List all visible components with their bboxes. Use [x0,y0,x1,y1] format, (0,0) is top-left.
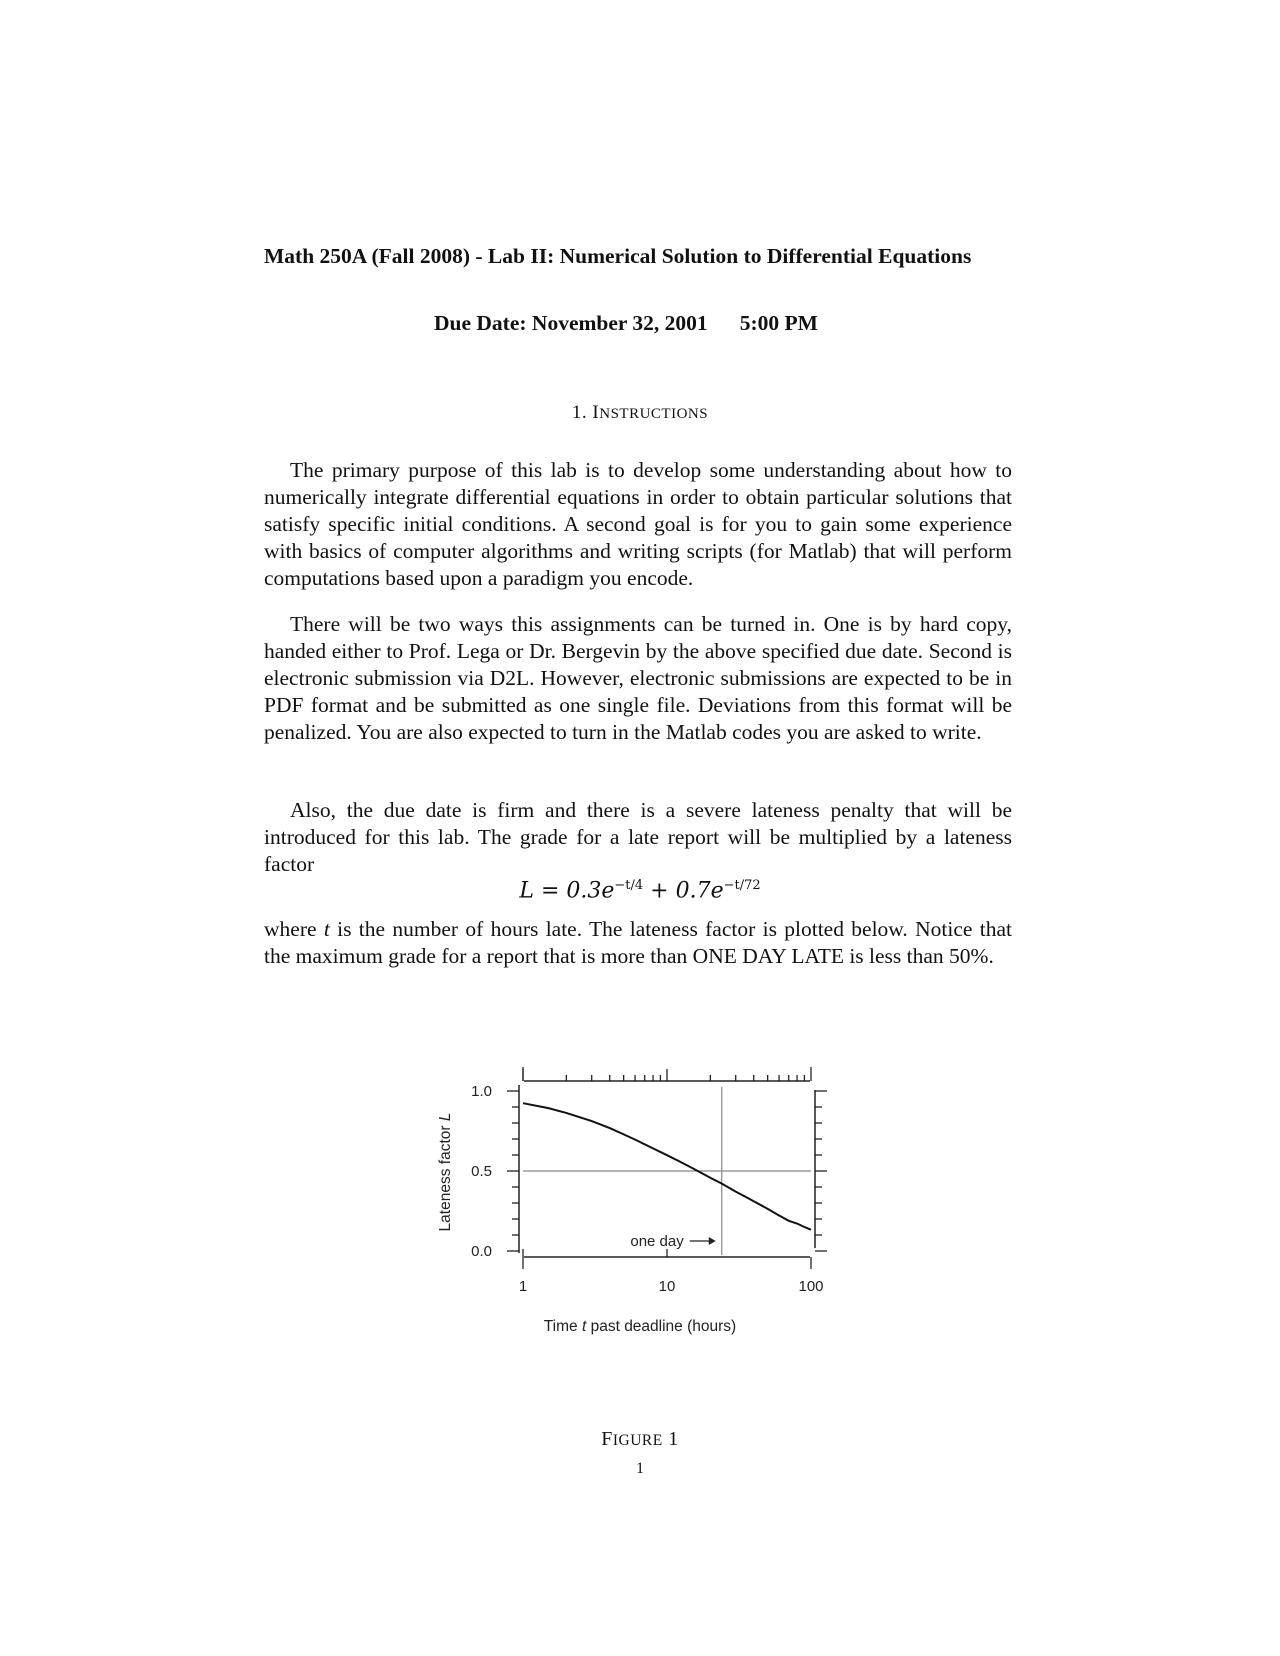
equation-lhs: L = 0.3e [519,878,615,904]
variable-t: t [323,917,330,941]
figure-number: 1 [668,1428,679,1450]
paragraph-text-start: where [264,917,324,941]
x-tick-labels [519,1278,824,1295]
y-tick-labels [471,1083,492,1260]
lateness-curve [523,1103,811,1230]
page-number: 1 [636,1460,644,1477]
document-title: Math 250A (Fall 2008) - Lab II: Numerical Solution to Differential Equations [264,244,972,268]
paragraph-text: The primary purpose of this lab is to develop some understanding about how to numerically integrate differential equations in order to obtain particular solutions that satisfy specific initial conditions. A second goal is for you to gain some experience with basics of computer algorithms and writing scripts (for Matlab) that will perform computations based upon a paradigm you encode. [264,458,1012,590]
equation-exponent-2: −t/72 [723,878,761,893]
x-axis-label [544,1318,736,1335]
y-tick-label: 1.0 [471,1083,492,1100]
paragraph-lateness [264,797,1012,878]
figure-label-rest: IGURE [612,1432,663,1449]
y-tick-label: 0.5 [471,1163,492,1180]
paragraph-purpose [264,457,1012,592]
y-axis-label-prefix: Lateness factor [437,1121,454,1232]
section-number: 1. [571,402,588,423]
x-tick-label: 10 [658,1278,676,1295]
paragraph-text: There will be two ways this assignments can be turned in. One is by hard copy, handed either to Prof. Lega or Dr. Bergevin by the above specified due date. Second is electronic submission via D2L. However, electronic submissions are expected to be in PDF format and be submitted as one single file. Deviations from this format will be penalized. You are also expected to turn in the Matlab codes you are asked to write. [264,612,1012,744]
lateness-equation [0,878,1280,903]
annotation-arrow [690,1237,716,1245]
paragraph-explanation [264,916,1012,970]
figure-label-first: F [601,1428,613,1450]
due-date: Due Date: November 32, 2001 [434,311,708,335]
paragraph-submission [264,611,1012,746]
lateness-chart [428,1065,828,1355]
section-heading [0,402,1280,424]
y-axis-label-var: L [437,1112,454,1122]
figure-caption [0,1428,1280,1451]
x-tick-label: 100 [798,1278,824,1295]
x-axis-label-var: t [581,1318,587,1335]
x-tick-label: 1 [518,1278,528,1295]
y-tick-label: 0.0 [471,1243,492,1260]
due-time: 5:00 PM [739,311,818,335]
plot-frame [523,1085,811,1253]
equation-middle: + 0.7e [643,878,724,904]
x-axis-label-prefix: Time [543,1318,582,1335]
figure-lateness-plot [428,1065,828,1360]
section-title-rest: NSTRUCTIONS [599,406,709,422]
paragraph-text: Also, the due date is firm and there is a severe lateness penalty that will be introduced for this lab. The grade for a late report will be multiplied by a lateness factor [264,798,1012,876]
y-axis-label [437,1113,454,1232]
equation-exponent-1: −t/4 [614,878,644,893]
section-title-first: I [592,402,600,423]
annotation-arrow-head [709,1237,716,1245]
annotation-one-day: one day [630,1233,684,1250]
due-date-line [434,311,818,336]
paragraph-text-end: is the number of hours late. The lateness factor is plotted below. Notice that the maximum grade for a report that is more than ONE DAY LATE is less than 50%. [264,917,1012,968]
x-axis-label-suffix: past deadline (hours) [586,1318,737,1335]
